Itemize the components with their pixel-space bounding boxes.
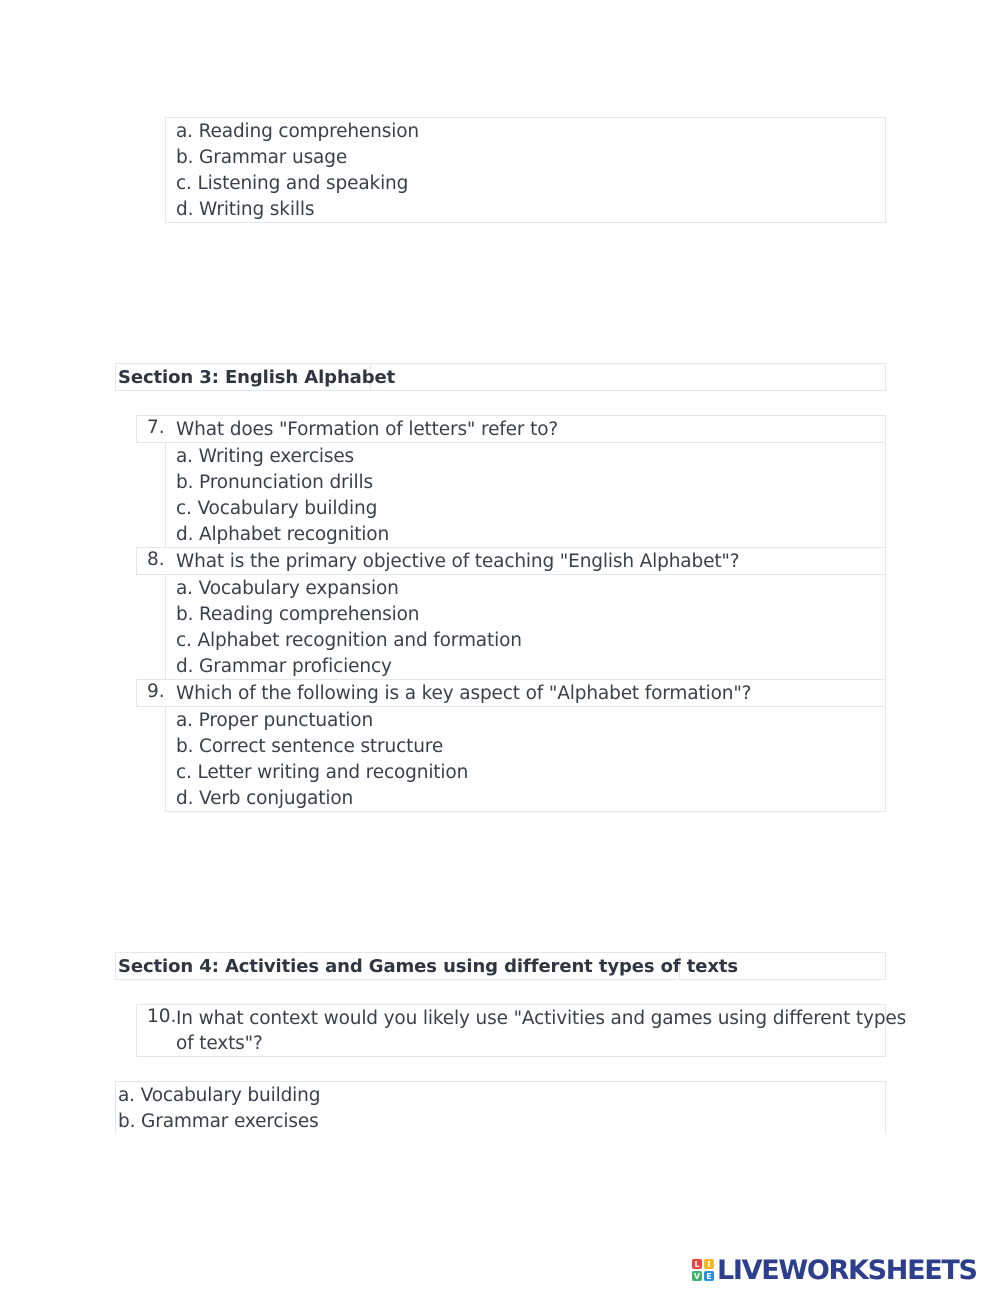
question-9-option-a: a. Proper punctuation [176,710,374,731]
question-9-option-c: c. Letter writing and recognition [176,762,469,783]
logo-tile-v: V [693,1271,701,1281]
question-7-option-c: c. Vocabulary building [176,498,378,519]
question-9-option-d: d. Verb conjugation [176,788,354,809]
logo-tile-l: L [692,1259,702,1269]
question-10-text-line2: of texts"? [176,1033,263,1054]
question-9-option-b: b. Correct sentence structure [176,736,444,757]
logo-text: LIVEWORKSHEETS [717,1254,977,1286]
logo-tile-i: I [704,1259,714,1269]
question-10-number: 10. [147,1006,177,1027]
question-10-option-b: b. Grammar exercises [118,1111,319,1132]
question-10-option-a: a. Vocabulary building [118,1085,321,1106]
question-7-option-a: a. Writing exercises [176,446,355,467]
question-8-option-c: c. Alphabet recognition and formation [176,630,522,651]
section4-title: Section 4: Activities and Games using different types of texts [118,956,739,977]
question-7-text: What does "Formation of letters" refer to? [176,419,559,440]
question-8-text: What is the primary objective of teaching "English Alphabet"? [176,551,740,572]
option-top-c: c. Listening and speaking [176,173,409,194]
question-8-option-d: d. Grammar proficiency [176,656,392,677]
option-top-b: b. Grammar usage [176,147,348,168]
liveworksheets-logo [692,1254,977,1286]
question-9-text: Which of the following is a key aspect of "Alphabet formation"? [176,683,752,704]
option-top-a: a. Reading comprehension [176,121,419,142]
question-10-text-line1: In what context would you likely use "Activities and games using different types [176,1008,907,1029]
option-top-d: d. Writing skills [176,199,315,220]
question-9-number: 9. [147,681,165,702]
question-7-number: 7. [147,417,165,438]
section3-title: Section 3: English Alphabet [118,367,396,388]
question-8-option-a: a. Vocabulary expansion [176,578,399,599]
question-8-number: 8. [147,549,165,570]
logo-tiles [692,1259,714,1281]
question-7-option-b: b. Pronunciation drills [176,472,373,493]
question-7-option-d: d. Alphabet recognition [176,524,390,545]
logo-tile-e: E [704,1271,714,1281]
question-8-option-b: b. Reading comprehension [176,604,420,625]
